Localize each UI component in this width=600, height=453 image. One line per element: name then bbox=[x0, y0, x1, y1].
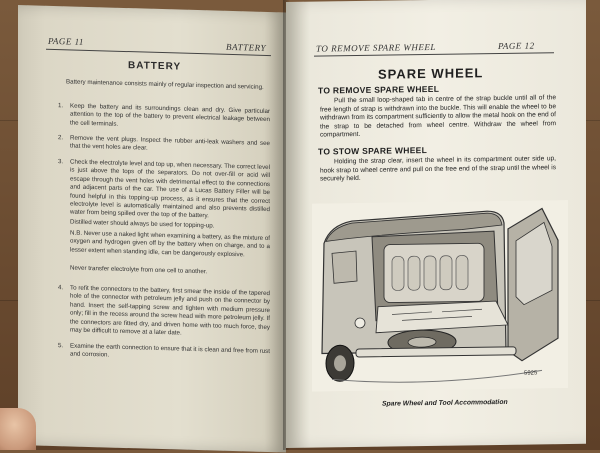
remove-text: Pull the small loop-shaped tab in centre of the strap buckle until all of the free length of strap is withdrawn into the buckle. This will enable the wheel to be withdrawn from its compartment sufficiently to allow the metal hook on the end of the strap to be detached from wheel centre. Withdraw the wheel from compartment. bbox=[320, 94, 556, 139]
left-running-head-page: PAGE 11 bbox=[48, 35, 84, 47]
item-text: Keep the battery and its surroundings clean and dry. Give particular attention to the top of the battery to prevent electrical leakage between the cell terminals. bbox=[70, 102, 270, 128]
item-number: 1. bbox=[58, 102, 64, 110]
item-text: Distilled water should always be used for topping-up. bbox=[70, 218, 215, 230]
figure-caption: Spare Wheel and Tool Accommodation bbox=[382, 398, 508, 408]
remove-heading: TO REMOVE SPARE WHEEL bbox=[318, 83, 440, 96]
item-number: 4. bbox=[58, 284, 64, 292]
left-page-title: BATTERY bbox=[128, 60, 182, 73]
item-text: Never transfer electrolyte from one cell to another. bbox=[70, 264, 208, 276]
item-text: Examine the earth connection to ensure that it is clean and free from rust and corrosion. bbox=[70, 342, 270, 359]
intro-paragraph: Battery maintenance consists mainly of regular inspection and servicing. bbox=[66, 78, 264, 91]
item-text: To refit the connectors to the battery, first smear the inside of the tapered hole of the connector with petroleum jelly and push on the connector by hand. Insert the self-tapping screw and tighten with medium pressure only; fill in the recess around the screw head with more petroleum jelly. If the connectors are fitted dry, and driven home with too much force, they may be difficult to remove at a later date. bbox=[70, 284, 270, 337]
stow-heading: TO STOW SPARE WHEEL bbox=[318, 145, 428, 157]
item-number: 5. bbox=[58, 342, 64, 350]
van-illustration bbox=[312, 200, 568, 392]
thumb bbox=[0, 408, 36, 450]
item-text: Check the electrolyte level and top up, when necessary. The correct level is just above the tops of the separators. Do not over-fill or acid will escape through the vent holes with detrimental effect to the connections and adjacent parts of the car. The use of a Lucas Battery Filler will be found helpful in this topping-up process, as it ensures that the correct electrolyte level is automatically maintained and also prevents distilled water from being spilled over the top of the battery. bbox=[70, 158, 270, 220]
item-number: 2. bbox=[58, 134, 64, 142]
right-running-head-title: TO REMOVE SPARE WHEEL bbox=[316, 41, 436, 54]
left-page bbox=[18, 5, 286, 452]
warning-text: N.B. Never use a naked light when examining a battery, as the mixture of oxygen and hydrogen given off by the battery when on charge, and to a lesser extent when standing idle, can be dangerously explosive. bbox=[70, 229, 270, 259]
item-number: 3. bbox=[58, 158, 64, 166]
item-text: Remove the vent plugs. Inspect the rubber anti-leak washers and see that the vent holes are clear. bbox=[70, 134, 270, 153]
right-running-head-page: PAGE 12 bbox=[498, 40, 535, 52]
left-running-head-title: BATTERY bbox=[226, 41, 267, 53]
stow-text: Holding the strap clear, insert the wheel in its compartment outer side up, hook strap to wheel centre and pull on the free end of the strap until the wheel is securely held. bbox=[320, 155, 556, 183]
figure-number: 5925 bbox=[524, 370, 538, 377]
right-page-title: SPARE WHEEL bbox=[378, 65, 484, 82]
right-page bbox=[286, 0, 586, 448]
